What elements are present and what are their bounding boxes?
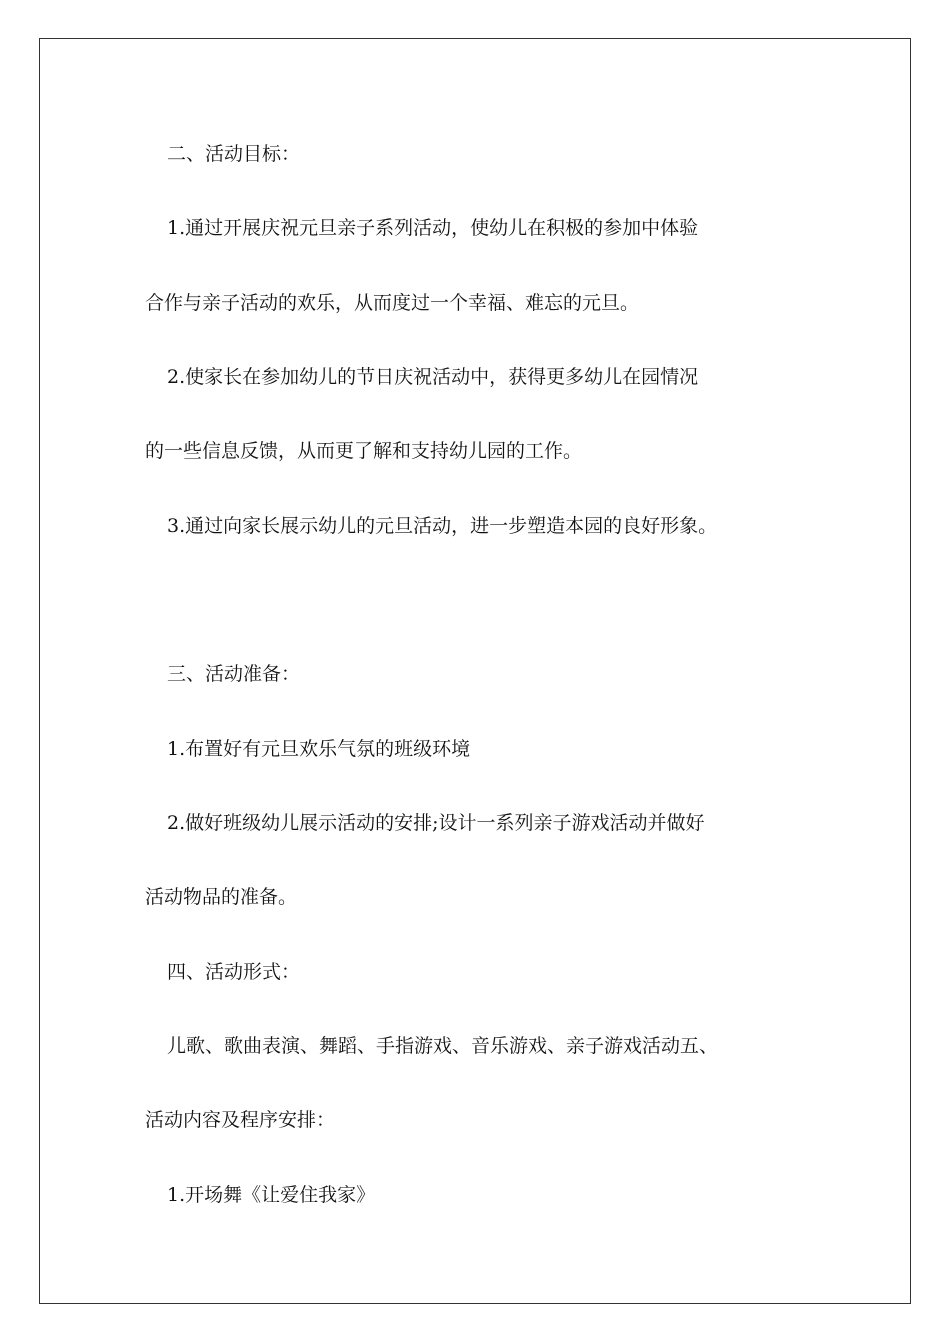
section-heading-format: 四、活动形式： [167,961,301,983]
goal-item-3: 3.通过向家长展示幼儿的元旦活动，进一步塑造本园的良好形象。 [167,515,718,537]
section-heading-preparation: 三、活动准备： [167,663,301,685]
section-heading-goals: 二、活动目标： [167,143,301,165]
preparation-item-1: 1.布置好有元旦欢乐气氛的班级环境 [167,738,471,760]
goal-item-1: 1.通过开展庆祝元旦亲子系列活动，使幼儿在积极的参加中体验 [167,217,699,239]
goal-item-2: 2.使家长在参加幼儿的节日庆祝活动中，获得更多幼儿在园情况 [167,366,699,388]
goal-item-1-continued: 合作与亲子活动的欢乐，从而度过一个幸福、难忘的元旦。 [145,292,640,314]
program-item-1: 1.开场舞《让爱住我家》 [167,1184,376,1206]
preparation-item-2: 2.做好班级幼儿展示活动的安排;设计一系列亲子游戏活动并做好 [167,812,705,834]
format-paragraph: 儿歌、歌曲表演、舞蹈、手指游戏、音乐游戏、亲子游戏活动五、 [167,1035,719,1057]
goal-item-2-continued: 的一些信息反馈，从而更了解和支持幼儿园的工作。 [145,440,583,462]
preparation-item-2-continued: 活动物品的准备。 [145,886,298,908]
format-paragraph-continued: 活动内容及程序安排： [145,1109,336,1131]
